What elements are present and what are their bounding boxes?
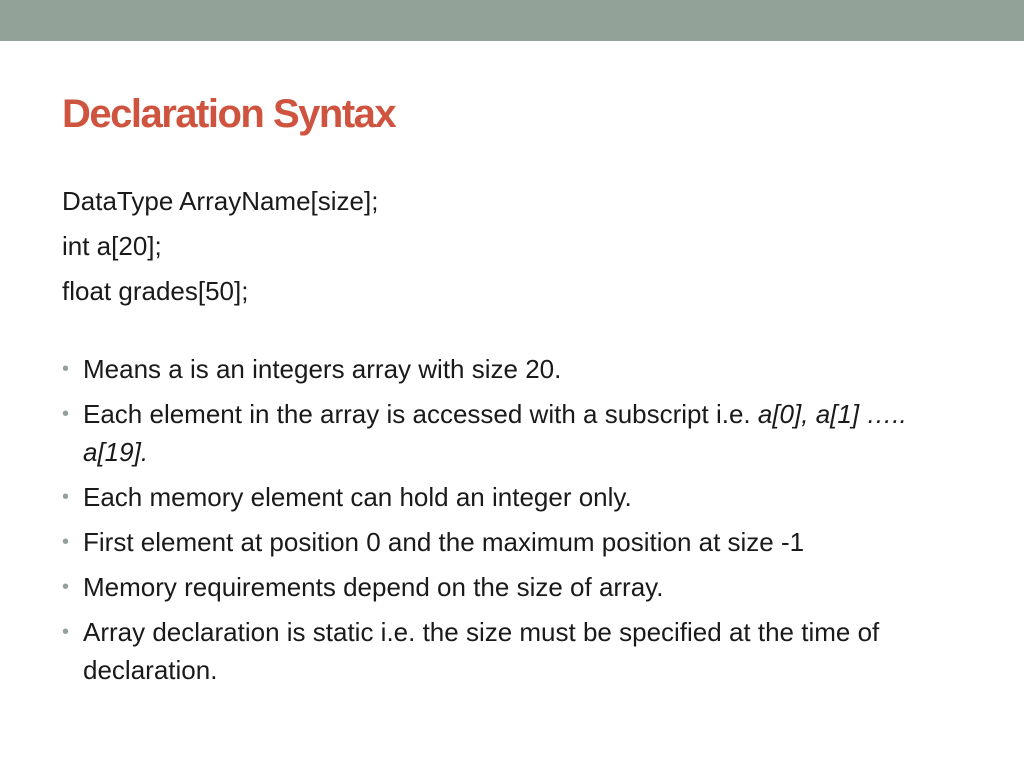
bullet-item	[62, 523, 972, 561]
bullet-text: Each element in the array is accessed with a subscript i.e.	[83, 399, 758, 429]
bullet-list	[62, 350, 972, 689]
bullet-text-italic: a[0], a[1] ….. a[19].	[83, 399, 907, 467]
bullet-text: Memory requirements depend on the size of array.	[83, 572, 664, 602]
slide-content	[62, 182, 972, 696]
bullet-text: Each memory element can hold an integer only.	[83, 482, 632, 512]
slide-title: Declaration Syntax	[62, 92, 396, 136]
bullet-dot-icon: •	[62, 403, 70, 425]
bullet-item	[62, 350, 972, 388]
bullet-item	[62, 395, 972, 471]
bullet-text: Array declaration is static i.e. the size must be specified at the time of declaration.	[83, 617, 880, 685]
code-line-float-example: float grades[50];	[62, 276, 249, 306]
bullet-dot-icon: •	[62, 621, 70, 643]
bullet-dot-icon: •	[62, 576, 70, 598]
bullet-dot-icon: •	[62, 486, 70, 508]
bullet-dot-icon: •	[62, 358, 70, 380]
code-line-syntax: DataType ArrayName[size];	[62, 186, 379, 216]
bullet-text: Means a is an integers array with size 20.	[83, 354, 562, 384]
bullet-item	[62, 568, 972, 606]
bullet-dot-icon: •	[62, 531, 70, 553]
code-line-int-example: int a[20];	[62, 231, 162, 261]
bullet-item	[62, 478, 972, 516]
top-accent-band	[0, 0, 1024, 41]
bullet-item	[62, 613, 972, 689]
bullet-text: First element at position 0 and the maximum position at size -1	[83, 527, 805, 557]
